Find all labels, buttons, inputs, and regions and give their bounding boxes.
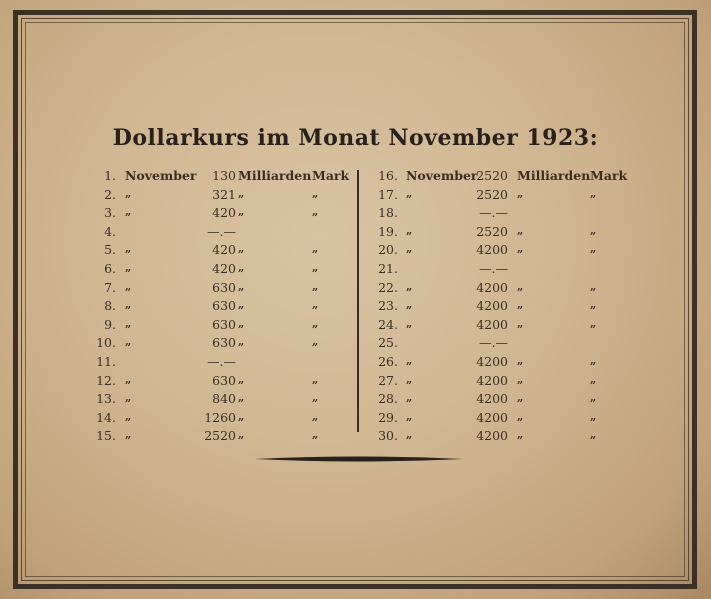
rate-row bbox=[98, 187, 348, 206]
rate-row bbox=[98, 261, 348, 280]
rate-value: 420 bbox=[212, 205, 236, 221]
day-number: 14. bbox=[96, 409, 116, 425]
unit-milliarden: „ bbox=[517, 279, 524, 293]
rate-value: 4200 bbox=[476, 353, 508, 369]
unit-milliarden: „ bbox=[517, 391, 524, 405]
rate-row bbox=[368, 224, 628, 243]
rate-value: 420 bbox=[212, 260, 236, 276]
month-label: „ bbox=[125, 428, 132, 442]
month-label: „ bbox=[125, 260, 132, 274]
day-number: 25. bbox=[378, 335, 398, 351]
unit-mark: „ bbox=[590, 353, 597, 367]
unit-milliarden: „ bbox=[517, 316, 524, 330]
rate-row bbox=[368, 391, 628, 410]
month-label: „ bbox=[125, 279, 132, 293]
day-number: 9. bbox=[104, 316, 116, 332]
rate-row bbox=[98, 410, 348, 429]
unit-mark: „ bbox=[312, 298, 319, 312]
rate-value: 420 bbox=[212, 242, 236, 258]
unit-milliarden: Milliarden bbox=[517, 168, 591, 183]
month-label: „ bbox=[406, 409, 413, 423]
unit-mark: „ bbox=[590, 298, 597, 312]
day-number: 23. bbox=[378, 298, 398, 314]
unit-mark: „ bbox=[312, 316, 319, 330]
rate-row bbox=[98, 428, 348, 447]
unit-milliarden: „ bbox=[238, 279, 245, 293]
day-number: 18. bbox=[378, 205, 398, 221]
month-label: „ bbox=[125, 335, 132, 349]
unit-milliarden: „ bbox=[517, 242, 524, 256]
unit-milliarden: „ bbox=[238, 335, 245, 349]
rate-value: —.— bbox=[479, 205, 508, 221]
day-number: 28. bbox=[378, 391, 398, 407]
month-label: „ bbox=[406, 279, 413, 293]
rate-value: 840 bbox=[212, 391, 236, 407]
month-label: „ bbox=[125, 372, 132, 386]
rate-row bbox=[368, 317, 628, 336]
day-number: 29. bbox=[378, 409, 398, 425]
unit-mark: „ bbox=[590, 279, 597, 293]
rate-row bbox=[368, 168, 628, 187]
month-label: „ bbox=[406, 391, 413, 405]
rate-row bbox=[368, 354, 628, 373]
day-number: 5. bbox=[104, 242, 116, 258]
unit-milliarden: „ bbox=[517, 353, 524, 367]
unit-mark: „ bbox=[590, 391, 597, 405]
rate-value: 1260 bbox=[204, 409, 236, 425]
day-number: 15. bbox=[96, 428, 116, 444]
unit-milliarden: „ bbox=[238, 205, 245, 219]
month-label: „ bbox=[406, 353, 413, 367]
closing-ornament-line bbox=[255, 455, 463, 463]
month-label: November bbox=[406, 168, 478, 183]
unit-mark: „ bbox=[590, 186, 597, 200]
left-rate-column bbox=[98, 168, 348, 447]
unit-mark: „ bbox=[590, 428, 597, 442]
rate-value: 630 bbox=[212, 372, 236, 388]
unit-mark: „ bbox=[590, 372, 597, 386]
day-number: 21. bbox=[378, 260, 398, 276]
unit-milliarden: „ bbox=[517, 409, 524, 423]
month-label: „ bbox=[125, 242, 132, 256]
unit-mark: „ bbox=[312, 372, 319, 386]
unit-milliarden: „ bbox=[517, 372, 524, 386]
rate-row bbox=[98, 298, 348, 317]
day-number: 16. bbox=[378, 168, 398, 183]
rate-row bbox=[368, 242, 628, 261]
rate-value: 4200 bbox=[476, 428, 508, 444]
unit-milliarden: „ bbox=[517, 223, 524, 237]
rate-value: 2520 bbox=[476, 223, 508, 239]
unit-milliarden: „ bbox=[238, 260, 245, 274]
rate-row bbox=[368, 373, 628, 392]
rate-row bbox=[368, 261, 628, 280]
day-number: 10. bbox=[96, 335, 116, 351]
unit-milliarden: „ bbox=[517, 298, 524, 312]
month-label: „ bbox=[125, 409, 132, 423]
unit-milliarden: „ bbox=[238, 186, 245, 200]
unit-milliarden: „ bbox=[238, 242, 245, 256]
rate-value: 630 bbox=[212, 279, 236, 295]
unit-mark: „ bbox=[312, 242, 319, 256]
month-label: „ bbox=[125, 298, 132, 312]
day-number: 12. bbox=[96, 372, 116, 388]
unit-mark: „ bbox=[590, 409, 597, 423]
unit-mark: Mark bbox=[312, 168, 350, 183]
unit-mark: „ bbox=[312, 279, 319, 293]
unit-milliarden: „ bbox=[238, 428, 245, 442]
rate-value: 4200 bbox=[476, 279, 508, 295]
rate-value: 130 bbox=[212, 168, 236, 183]
rate-value: 630 bbox=[212, 335, 236, 351]
unit-milliarden: „ bbox=[238, 372, 245, 386]
rate-value: —.— bbox=[479, 335, 508, 351]
unit-mark: „ bbox=[312, 335, 319, 349]
month-label: „ bbox=[406, 242, 413, 256]
day-number: 7. bbox=[104, 279, 116, 295]
day-number: 6. bbox=[104, 260, 116, 276]
month-label: „ bbox=[406, 428, 413, 442]
rate-value: —.— bbox=[479, 260, 508, 276]
day-number: 17. bbox=[378, 186, 398, 202]
rate-value: —.— bbox=[207, 223, 236, 239]
unit-milliarden: „ bbox=[238, 409, 245, 423]
rate-row bbox=[98, 354, 348, 373]
day-number: 30. bbox=[378, 428, 398, 444]
rate-row bbox=[368, 335, 628, 354]
rate-row bbox=[368, 428, 628, 447]
month-label: „ bbox=[406, 186, 413, 200]
rate-value: 4200 bbox=[476, 391, 508, 407]
month-label: „ bbox=[406, 298, 413, 312]
unit-milliarden: „ bbox=[238, 391, 245, 405]
day-number: 24. bbox=[378, 316, 398, 332]
day-number: 2. bbox=[104, 186, 116, 202]
rate-row bbox=[98, 205, 348, 224]
day-number: 8. bbox=[104, 298, 116, 314]
day-number: 19. bbox=[378, 223, 398, 239]
unit-mark: „ bbox=[312, 409, 319, 423]
rate-row bbox=[98, 168, 348, 187]
unit-mark: „ bbox=[312, 391, 319, 405]
unit-mark: „ bbox=[312, 186, 319, 200]
rate-row bbox=[98, 391, 348, 410]
rate-value: —.— bbox=[207, 353, 236, 369]
rate-row bbox=[98, 317, 348, 336]
unit-mark: „ bbox=[590, 242, 597, 256]
day-number: 27. bbox=[378, 372, 398, 388]
rate-row bbox=[368, 280, 628, 299]
day-number: 22. bbox=[378, 279, 398, 295]
day-number: 20. bbox=[378, 242, 398, 258]
rate-value: 2520 bbox=[204, 428, 236, 444]
month-label: „ bbox=[125, 316, 132, 330]
rate-row bbox=[98, 280, 348, 299]
rate-value: 4200 bbox=[476, 316, 508, 332]
unit-mark: „ bbox=[312, 428, 319, 442]
rate-value: 4200 bbox=[476, 298, 508, 314]
month-label: „ bbox=[125, 205, 132, 219]
unit-mark: Mark bbox=[590, 168, 628, 183]
unit-milliarden: „ bbox=[517, 428, 524, 442]
month-label: „ bbox=[406, 372, 413, 386]
rate-value: 2520 bbox=[476, 168, 508, 183]
rate-row bbox=[368, 205, 628, 224]
rate-value: 321 bbox=[212, 186, 236, 202]
rate-value: 2520 bbox=[476, 186, 508, 202]
rate-value: 4200 bbox=[476, 372, 508, 388]
unit-milliarden: „ bbox=[238, 298, 245, 312]
month-label: „ bbox=[125, 186, 132, 200]
rate-row bbox=[368, 410, 628, 429]
month-label: „ bbox=[125, 391, 132, 405]
unit-milliarden: „ bbox=[238, 316, 245, 330]
rate-row bbox=[98, 335, 348, 354]
right-rate-column bbox=[368, 168, 628, 447]
rate-row bbox=[368, 298, 628, 317]
day-number: 26. bbox=[378, 353, 398, 369]
rate-value: 4200 bbox=[476, 409, 508, 425]
unit-milliarden: Milliarden bbox=[238, 168, 312, 183]
unit-mark: „ bbox=[590, 316, 597, 330]
rate-value: 4200 bbox=[476, 242, 508, 258]
month-label: November bbox=[125, 168, 197, 183]
month-label: „ bbox=[406, 223, 413, 237]
column-divider bbox=[357, 170, 359, 432]
day-number: 3. bbox=[104, 205, 116, 221]
day-number: 11. bbox=[96, 353, 116, 369]
page-title: Dollarkurs im Monat November 1923: bbox=[112, 125, 599, 151]
unit-mark: „ bbox=[590, 223, 597, 237]
unit-mark: „ bbox=[312, 260, 319, 274]
month-label: „ bbox=[406, 316, 413, 330]
day-number: 1. bbox=[104, 168, 116, 183]
rate-row bbox=[98, 373, 348, 392]
rate-row bbox=[98, 242, 348, 261]
rate-value: 630 bbox=[212, 298, 236, 314]
unit-milliarden: „ bbox=[517, 186, 524, 200]
day-number: 13. bbox=[96, 391, 116, 407]
day-number: 4. bbox=[104, 223, 116, 239]
unit-mark: „ bbox=[312, 205, 319, 219]
rate-row bbox=[98, 224, 348, 243]
rate-row bbox=[368, 187, 628, 206]
rate-value: 630 bbox=[212, 316, 236, 332]
